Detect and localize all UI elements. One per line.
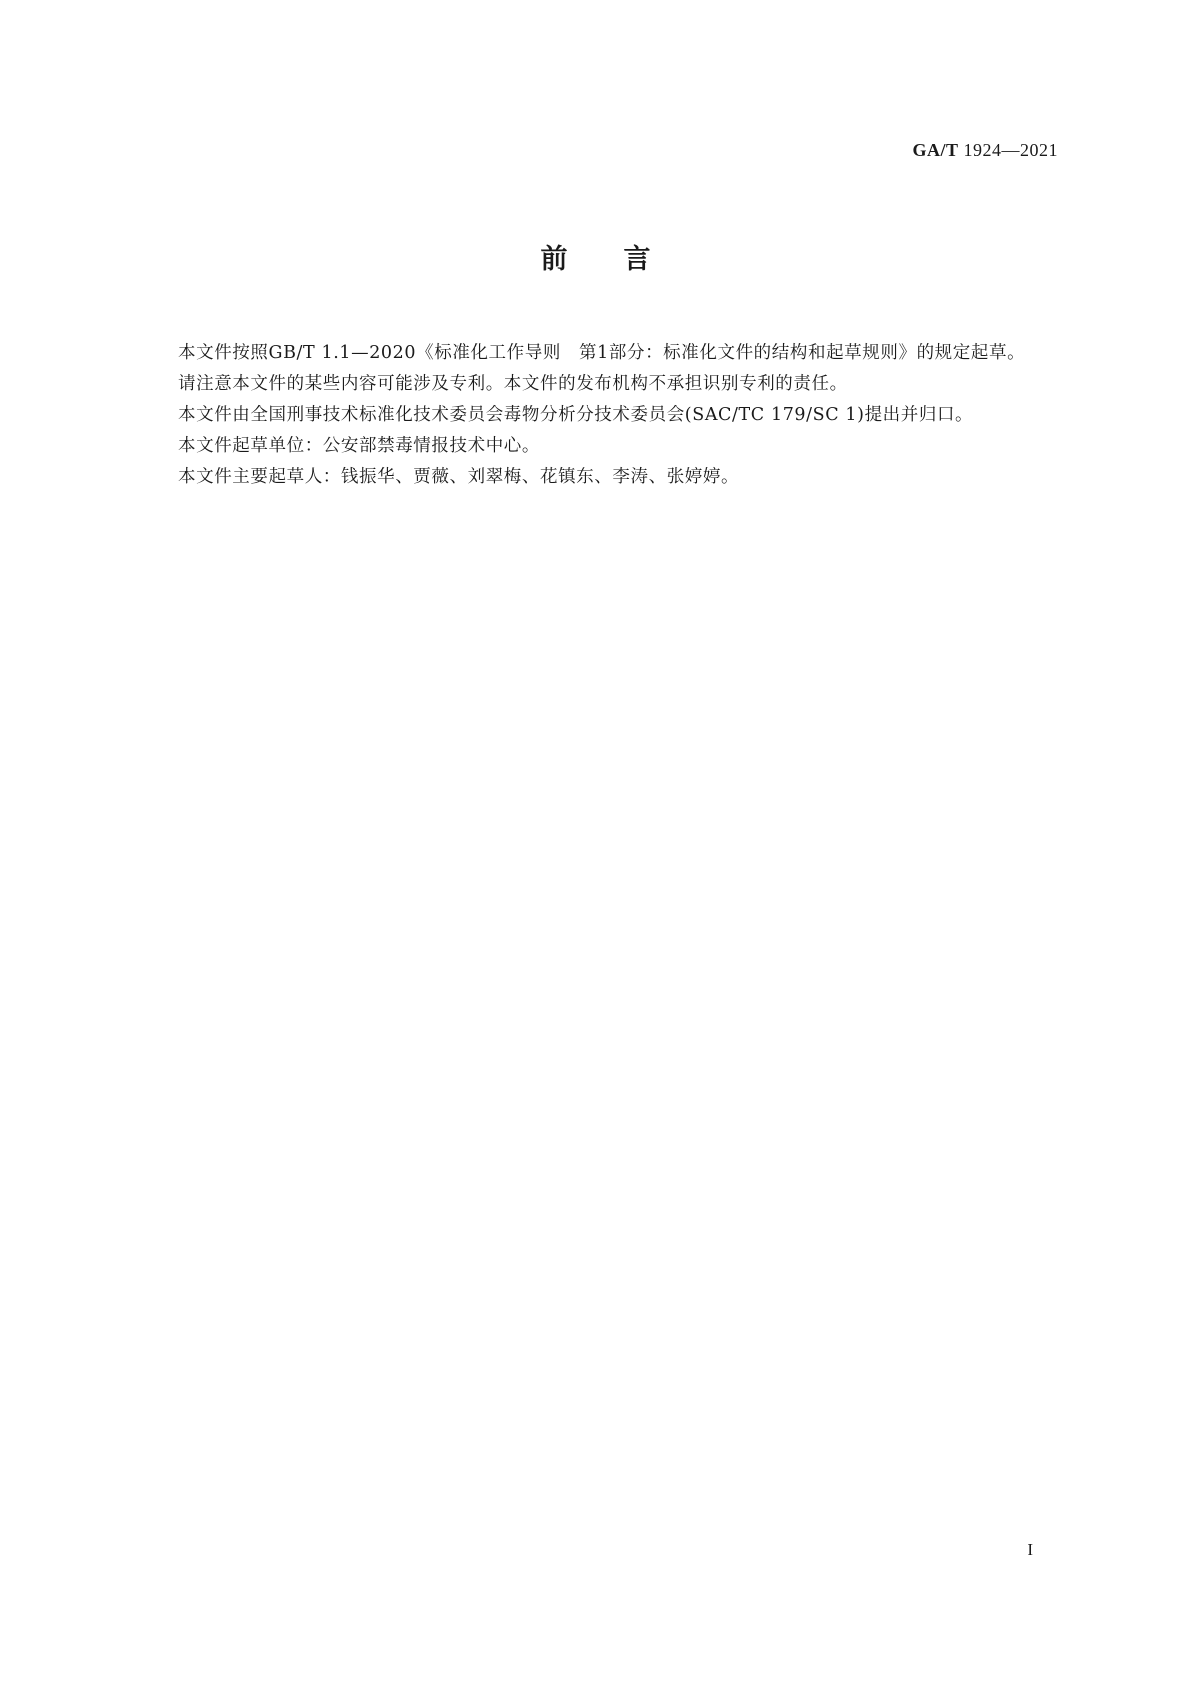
paragraph-drafting-unit: 本文件起草单位：公安部禁毒情报技术中心。	[178, 436, 540, 456]
paragraph-drafters: 本文件主要起草人：钱振华、贾薇、刘翠梅、花镇东、李涛、张婷婷。	[178, 467, 740, 487]
document-code	[912, 140, 1058, 161]
page-title: 前言	[540, 244, 707, 275]
document-body	[143, 338, 1059, 493]
document-code-prefix: GA/T	[912, 140, 959, 160]
document-code-number: 1924—2021	[963, 140, 1058, 160]
paragraph-patent-notice: 请注意本文件的某些内容可能涉及专利。本文件的发布机构不承担识别专利的责任。	[178, 374, 848, 394]
page-number: I	[1027, 1540, 1033, 1559]
paragraph-drafting-rules: 本文件按照GB/T 1.1—2020《标准化工作导则 第1部分：标准化文件的结构和起草规则》的规定起草。	[178, 343, 1026, 363]
paragraph-proposer: 本文件由全国刑事技术标准化技术委员会毒物分析分技术委员会(SAC/TC 179/SC 1)提出并归口。	[178, 405, 974, 425]
